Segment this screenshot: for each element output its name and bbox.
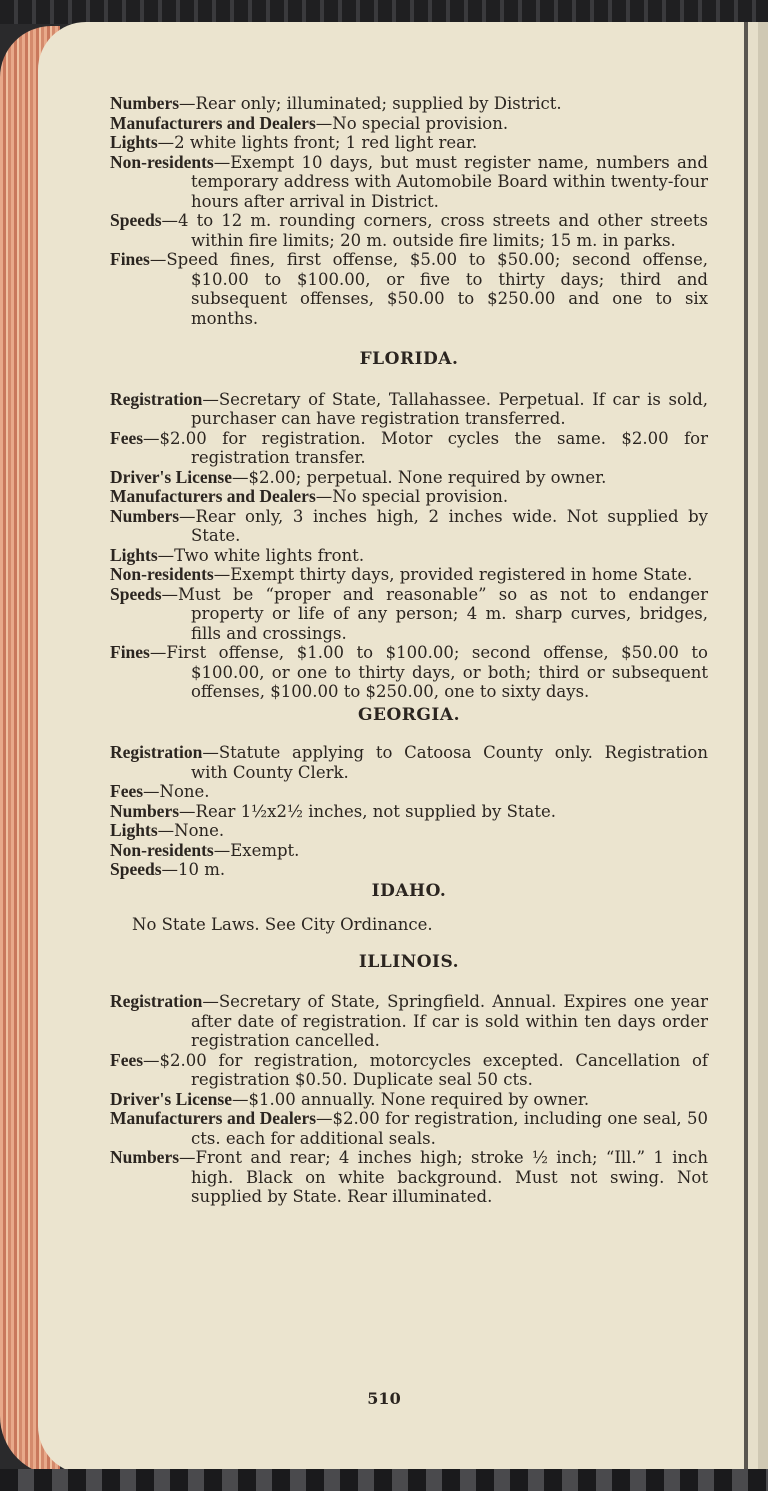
entry-registration: Registration—Statute applying to Catoosa County only. Registration with County Clerk. [110,742,708,782]
state-heading: ILLINOIS. [358,951,460,972]
entry-fines: Fines—First offense, $1.00 to $100.00; second offense, $50.00 to $100.00, or one to thirty days, or both; third or subsequent offenses, $100.00 to $250.00, one to sixty days. [110,642,708,701]
entry-registration: Registration—Secretary of State, Tallahassee. Perpetual. If car is sold, purchaser can have registration transferred. [110,388,708,428]
section-georgia [110,706,708,880]
book-gutter [744,22,768,1474]
entry-lights: Lights—None. [110,820,225,840]
state-heading: GEORGIA. [358,704,460,725]
scan-background-bottom [0,1469,768,1491]
entry-non-residents: Non-residents—Exempt. [110,839,300,860]
entry-non-residents: Non-residents—Exempt 10 days, but must register name, numbers and temporary address with Automobile Board within twenty-four hours after arrival in District. [110,151,708,211]
state-heading: IDAHO. [371,880,447,901]
entry-fees: Fees—$2.00 for registration, motorcycles excepted. Cancellation of registration $0.50. Duplicate seal 50 cts. [110,1049,708,1089]
entry-lights: Lights—2 white lights front; 1 red light rear. [110,132,478,152]
entry-lights: Lights—Two white lights front. [110,544,365,565]
entry-numbers: Numbers—Rear only; illuminated; supplied by District. [110,93,562,113]
entry-numbers: Numbers—Rear only, 3 inches high, 2 inches wide. Not supplied by State. [110,505,708,545]
entry-drivers-license: Driver's License—$1.00 annually. None required by owner. [110,1088,590,1109]
entry-numbers: Numbers—Front and rear; 4 inches high; stroke ½ inch; “Ill.” 1 inch high. Black on white background. Must not swing. Not supplied by State. Rear illuminated. [110,1147,708,1206]
entry-fines: Fines—Speed fines, first offense, $5.00 to $50.00; second offense, $10.00 to $100.00, or five to thirty days; third and subsequent offenses, $50.00 to $250.00 and one to six months. [110,249,708,328]
section-district-continued [110,94,708,328]
page-number: 510 [367,1389,401,1408]
scan-background-top [0,0,768,24]
section-illinois [110,953,708,1207]
entry-drivers-license: Driver's License—$2.00; perpetual. None required by owner. [110,466,607,487]
entry-speeds: Speeds—Must be “proper and reasonable” so as not to endanger property or life of any person; 4 m. sharp curves, bridges, fills and crossings. [110,583,708,643]
page-content [110,94,708,1207]
entry-speeds: Speeds—10 m. [110,859,226,879]
entry-fees: Fees—None. [110,781,210,801]
entry-numbers: Numbers—Rear 1½x2½ inches, not supplied by State. [110,800,557,821]
section-idaho [110,882,708,935]
entry-non-residents: Non-residents—Exempt thirty days, provided registered in home State. [110,564,693,584]
entry-manufacturers-dealers: Manufacturers and Dealers—No special provision. [110,486,509,506]
entry-speeds: Speeds—4 to 12 m. rounding corners, cross streets and other streets within fire limits; 20 m. outside fire limits; 15 m. in parks. [110,210,708,250]
entry-registration: Registration—Secretary of State, Springfield. Annual. Expires one year after date of registration. If car is sold within ten days order registration cancelled. [110,991,708,1050]
idaho-note: No State Laws. See City Ordinance. [132,915,433,934]
entry-manufacturers-dealers: Manufacturers and Dealers—$2.00 for registration, including one seal, 50 cts. each for additional seals. [110,1108,708,1148]
state-heading: FLORIDA. [359,349,459,369]
entry-manufacturers-dealers: Manufacturers and Dealers—No special provision. [110,112,509,133]
entry-fees: Fees—$2.00 for registration. Motor cycles the same. $2.00 for registration transfer. [110,427,708,467]
section-florida [110,350,708,702]
